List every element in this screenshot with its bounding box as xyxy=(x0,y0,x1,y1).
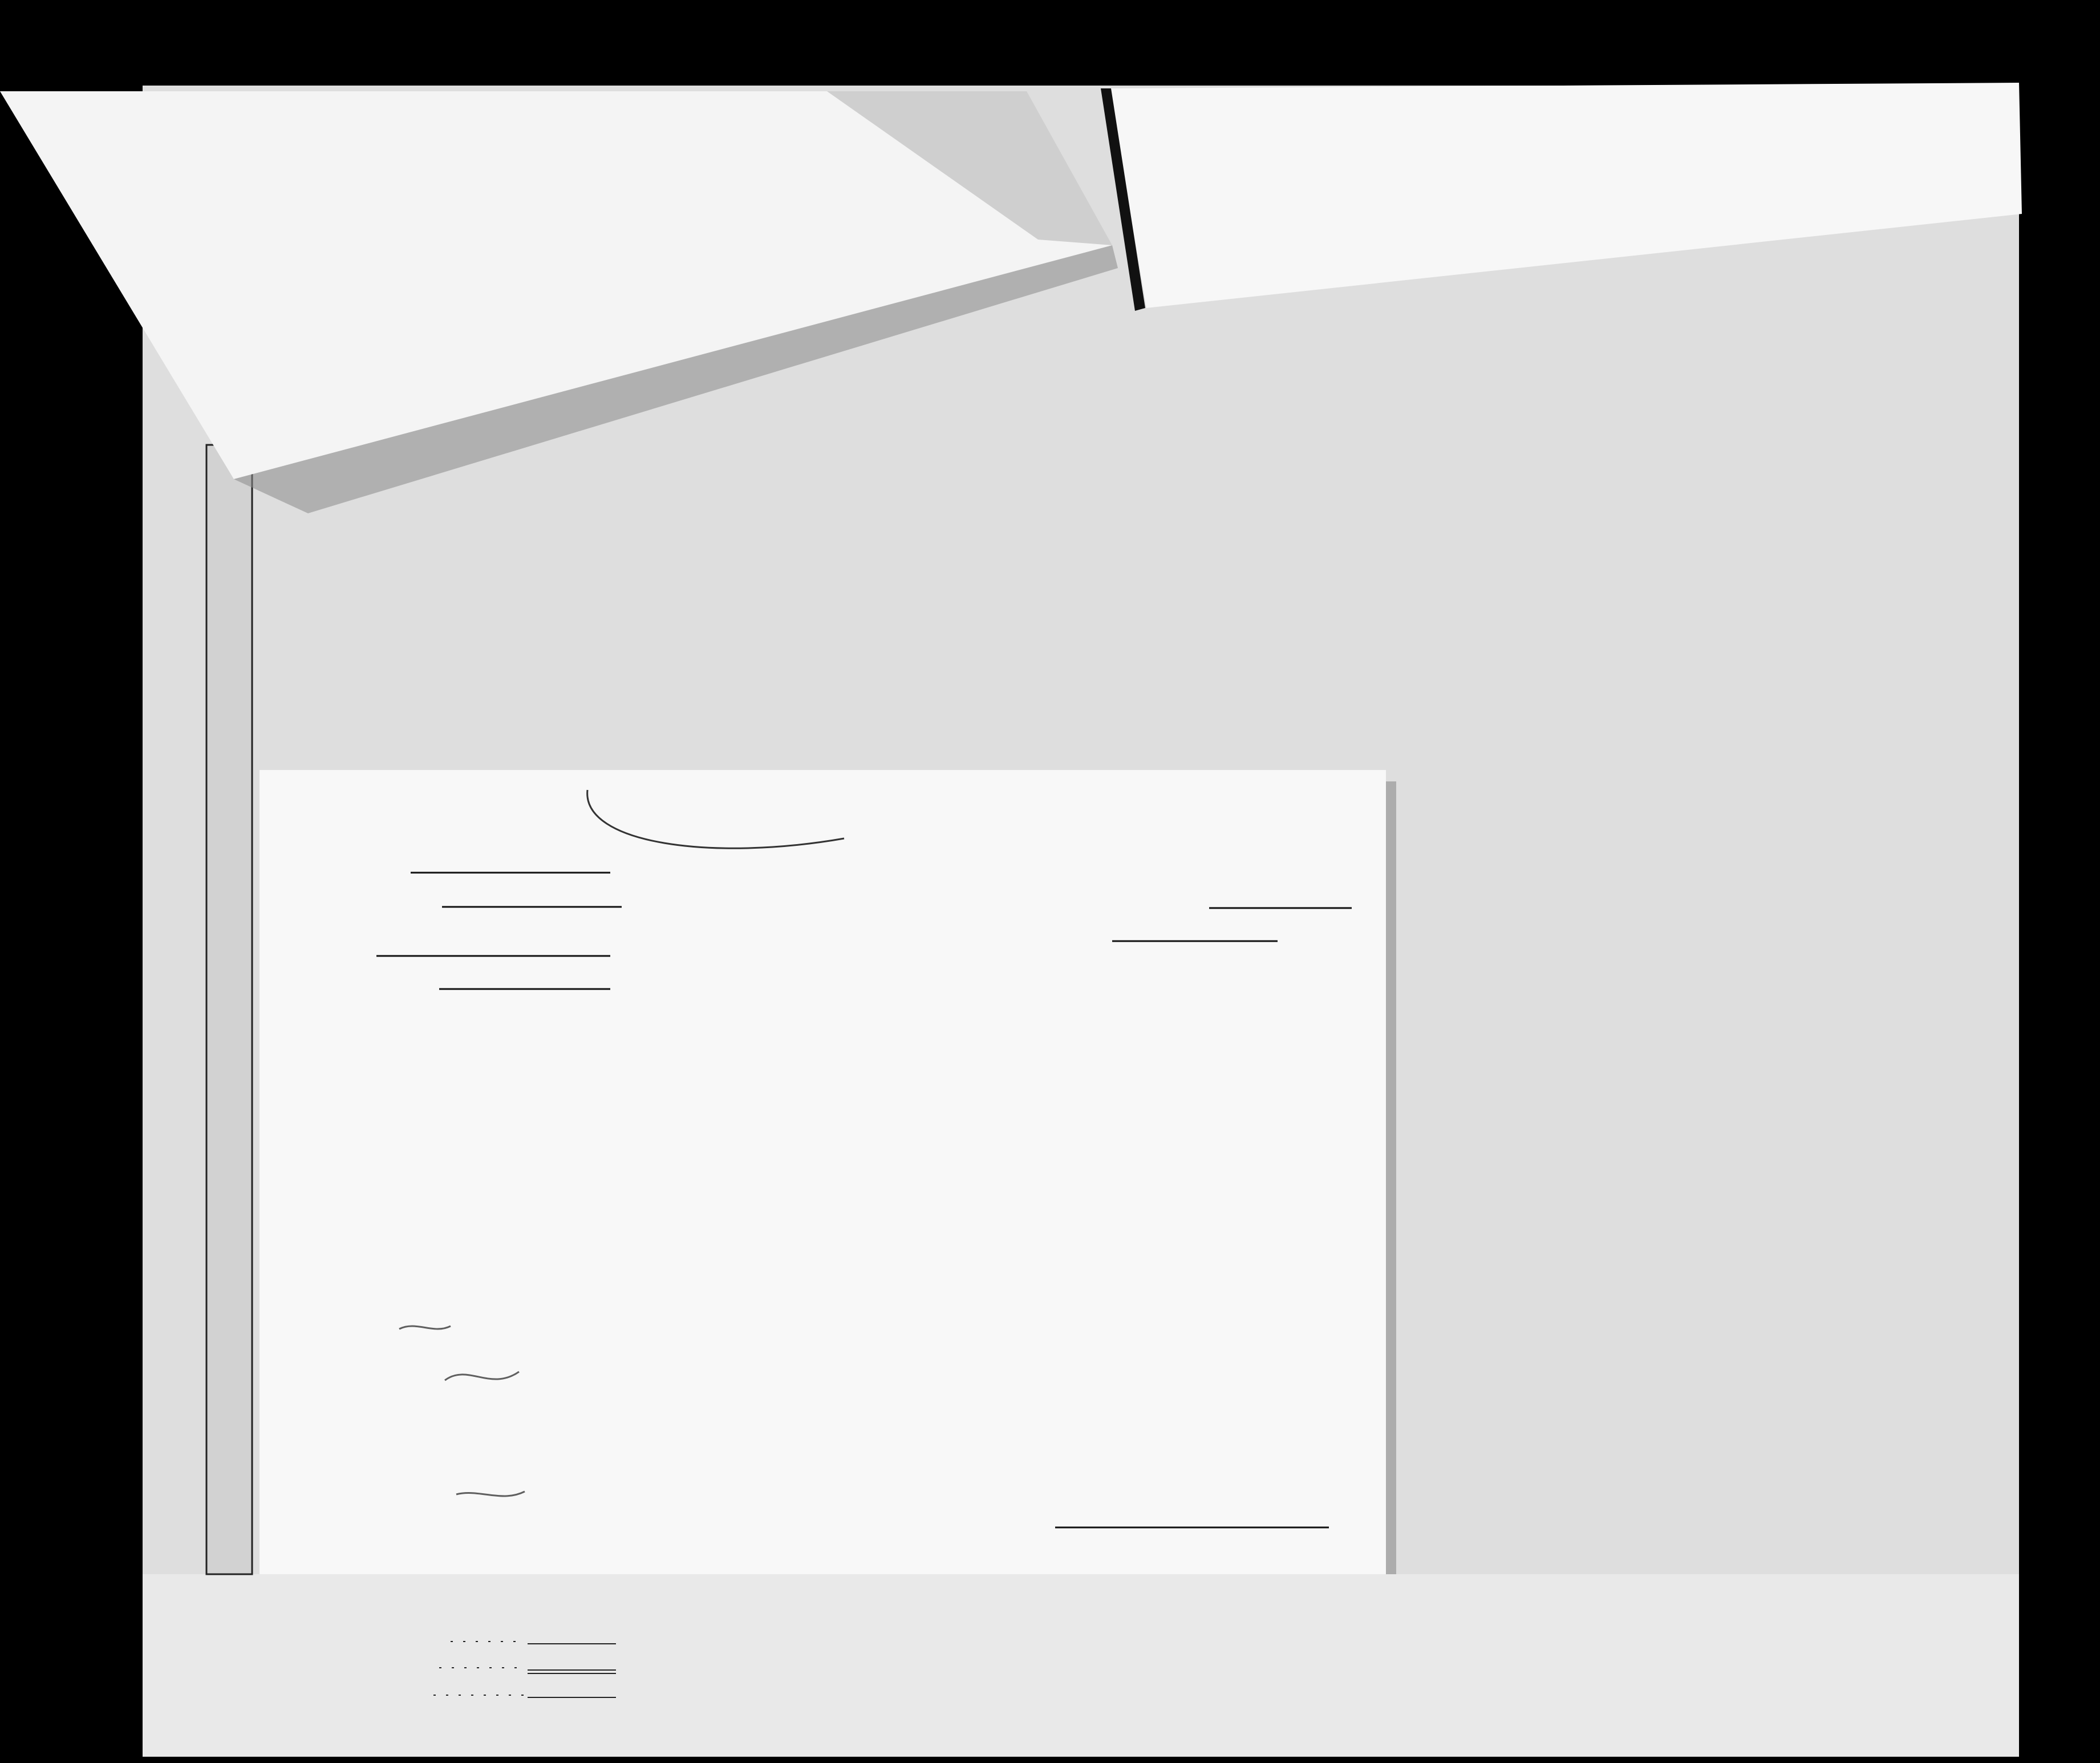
line-number-column xyxy=(206,445,252,1574)
crew-manifest-card xyxy=(260,770,1396,1574)
sheet-footer-area xyxy=(143,1574,2019,1757)
